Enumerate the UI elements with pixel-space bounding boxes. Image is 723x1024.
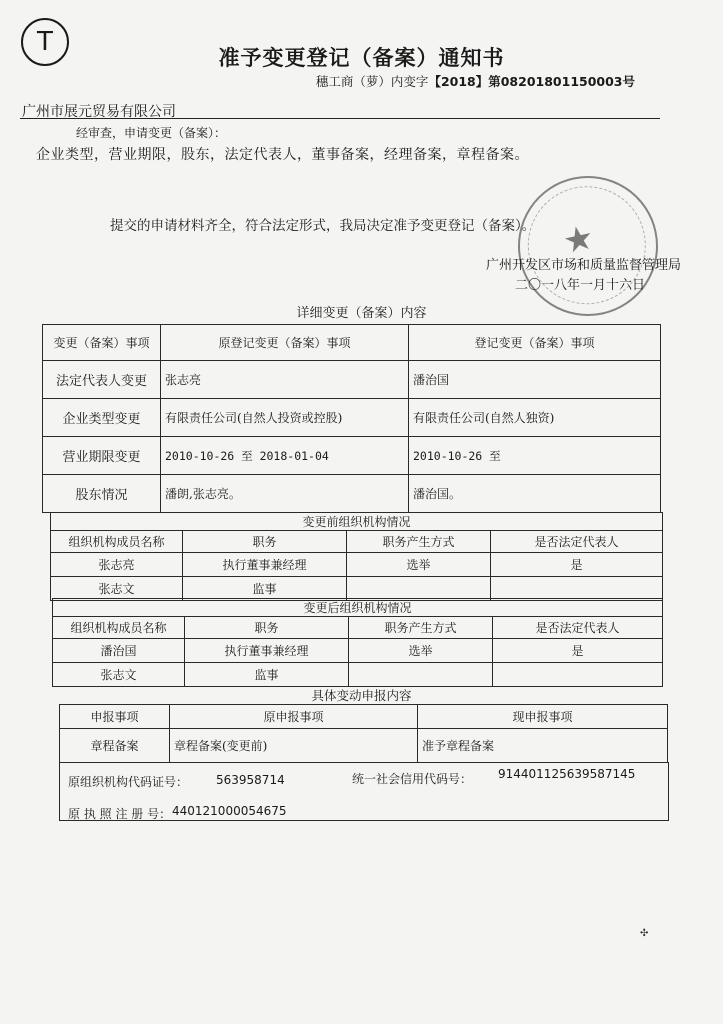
corner-mark-icon: T [21, 18, 69, 66]
issuing-authority: 广州开发区市场和质量监督管理局 [485, 258, 681, 273]
org-header-role: 职务 [183, 531, 347, 553]
license-label: 原 执 照 注 册 号： [68, 807, 172, 821]
org-header-name: 组织机构成员名称 [53, 617, 185, 639]
org-before-header-row [51, 531, 663, 553]
detail-item: 股东情况 [43, 475, 161, 513]
specific-header-new: 现申报事项 [418, 705, 668, 729]
license-value: 440121000054675 [172, 804, 287, 818]
recipient-company: 广州市展元贸易有限公司 [22, 104, 176, 120]
org-after-title: 变更后组织机构情况 [53, 599, 663, 617]
document-title: 准予变更登记（备案）通知书 [218, 45, 505, 70]
decision-text: 提交的申请材料齐全，符合法定形式，我局决定准予变更登记（备案）。 [110, 218, 536, 234]
document-number: 穗工商（萝）内变字【2018】第08201801150003号 [315, 74, 635, 89]
detail-header-row [43, 325, 661, 361]
org-member-legal [493, 663, 663, 687]
specific-new: 准予章程备案 [418, 729, 668, 763]
divider [20, 118, 660, 119]
table-row [51, 553, 663, 577]
org-header-legal: 是否法定代表人 [493, 617, 663, 639]
org-member-role: 监事 [185, 663, 349, 687]
detail-new: 潘治国 [409, 361, 661, 399]
table-row [53, 639, 663, 663]
table-row [43, 437, 661, 475]
credit-code-label: 统一社会信用代码号： [352, 772, 473, 786]
org-member-role: 执行董事兼经理 [183, 553, 347, 577]
org-member-legal [491, 577, 663, 601]
specific-section-title: 具体变动申报内容 [311, 688, 412, 703]
org-header-legal: 是否法定代表人 [491, 531, 663, 553]
org-member-method: 选举 [349, 639, 493, 663]
org-before-title: 变更前组织机构情况 [51, 513, 663, 531]
table-row [51, 577, 663, 601]
org-code-value: 563958714 [216, 773, 285, 787]
detail-item: 营业期限变更 [43, 437, 161, 475]
seal-star-icon: ★ [559, 217, 598, 263]
table-row [43, 399, 661, 437]
org-member-name: 张志文 [51, 577, 183, 601]
detail-header-new: 登记变更（备案）事项 [409, 325, 661, 361]
examined-text: 经审查，申请变更（备案）： [76, 126, 227, 140]
detail-item: 企业类型变更 [43, 399, 161, 437]
org-header-method: 职务产生方式 [349, 617, 493, 639]
detail-new: 2010-10-26 至 [409, 437, 661, 475]
org-member-legal: 是 [491, 553, 663, 577]
detail-old: 2010-10-26 至 2018-01-04 [161, 437, 409, 475]
org-header-role: 职务 [185, 617, 349, 639]
detail-old: 张志亮 [161, 361, 409, 399]
org-member-name: 张志文 [53, 663, 185, 687]
org-after-header-row [53, 617, 663, 639]
detail-old: 有限责任公司(自然人投资或控股) [161, 399, 409, 437]
changed-items-text: 企业类型，营业期限，股东，法定代表人，董事备案，经理备案，章程备案。 [36, 147, 529, 163]
org-member-method: 选举 [347, 553, 491, 577]
org-member-name: 潘治国 [53, 639, 185, 663]
specific-old: 章程备案(变更前) [170, 729, 418, 763]
specific-header-row [60, 705, 668, 729]
org-header-name: 组织机构成员名称 [51, 531, 183, 553]
scan-speck: ✣ [640, 928, 649, 939]
org-code-label: 原组织机构代码证号： [68, 775, 189, 789]
org-member-role: 监事 [183, 577, 347, 601]
org-before-table [50, 512, 663, 601]
detail-table [42, 324, 661, 513]
detail-new: 潘治国。 [409, 475, 661, 513]
org-member-method [347, 577, 491, 601]
specific-table [59, 704, 668, 763]
table-row [53, 663, 663, 687]
detail-item: 法定代表人变更 [43, 361, 161, 399]
table-row [43, 475, 661, 513]
detail-header-old: 原登记变更（备案）事项 [161, 325, 409, 361]
detail-header-item: 变更（备案）事项 [43, 325, 161, 361]
specific-header-item: 申报事项 [60, 705, 170, 729]
table-row [60, 729, 668, 763]
table-row [43, 361, 661, 399]
org-header-method: 职务产生方式 [347, 531, 491, 553]
org-member-method [349, 663, 493, 687]
detail-old: 潘朗,张志亮。 [161, 475, 409, 513]
detail-section-title: 详细变更（备案）内容 [296, 306, 427, 321]
detail-new: 有限责任公司(自然人独资) [409, 399, 661, 437]
org-after-table [52, 598, 663, 687]
issue-date: 二〇一八年一月十六日 [514, 278, 645, 293]
org-member-legal: 是 [493, 639, 663, 663]
org-member-role: 执行董事兼经理 [185, 639, 349, 663]
org-member-name: 张志亮 [51, 553, 183, 577]
credit-code-value: 914401125639587145 [498, 767, 636, 781]
specific-item: 章程备案 [60, 729, 170, 763]
specific-header-old: 原申报事项 [170, 705, 418, 729]
